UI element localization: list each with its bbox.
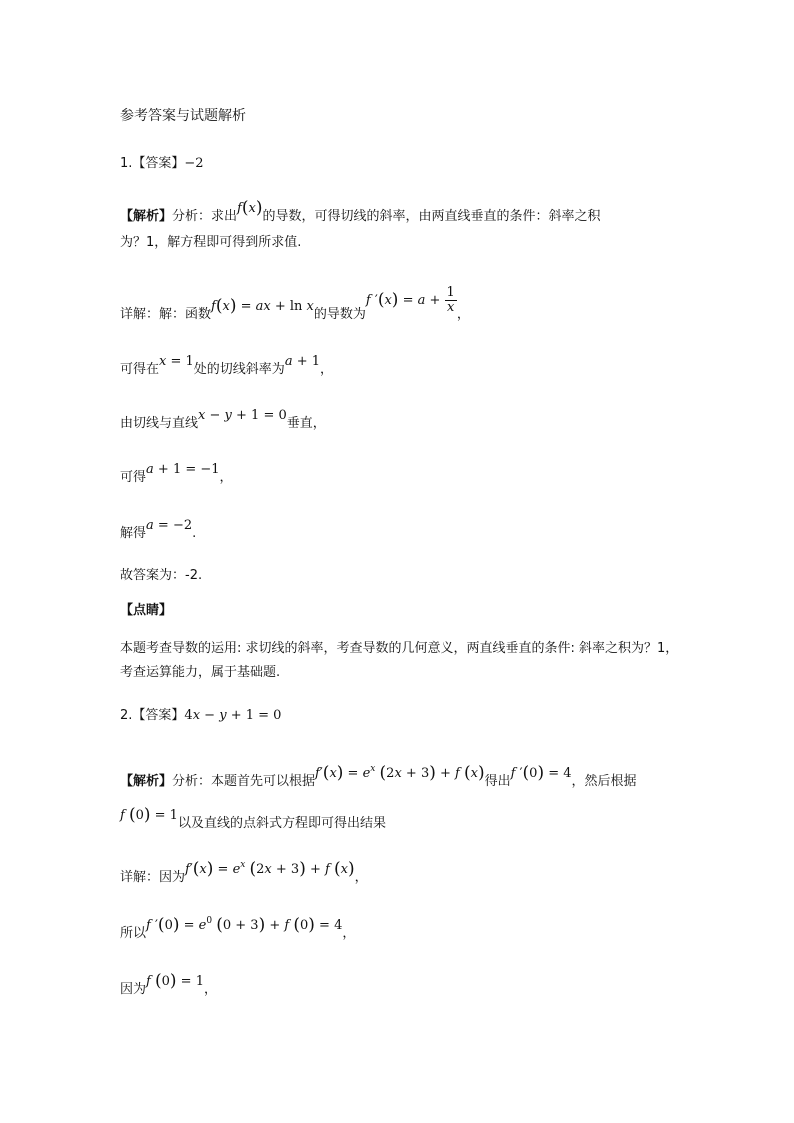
- q2-analysis-line2: [120, 805, 386, 834]
- formula-a-plus-1-eq: a + 1 = −1: [146, 462, 220, 477]
- q1-answer-label: 1.【答案】: [120, 156, 185, 171]
- formula-q2-so: f $'(0) = e^0$ (0 + 3) + f (0) = 4: [146, 915, 343, 935]
- q1-slope-b: 处的切线斜率为: [193, 362, 285, 377]
- formula-line: x − y + 1 = 0: [198, 408, 287, 423]
- page-title: 参考答案与试题解析: [120, 108, 246, 124]
- q1-perp-a: 由切线与直线: [120, 416, 199, 431]
- q1-analysis-line1: [120, 198, 601, 227]
- q2-answer-label: 2.【答案】: [120, 708, 185, 723]
- q1-answer: [120, 154, 204, 174]
- q1-slope-a: 可得在: [120, 362, 160, 377]
- q1-solve: [120, 518, 197, 544]
- q1-solve-a: 解得: [120, 526, 147, 541]
- q1-eq-a: 可得: [120, 470, 147, 485]
- formula-q2-derivative: $f'(x) = e^x$ (2x + 3) + f (x): [315, 763, 485, 783]
- q1-analysis-line2: 为？1，解方程即可得到所求值.: [120, 235, 302, 250]
- formula-x-eq-1: x = 1: [159, 354, 194, 369]
- q1-perp-b: 垂直，: [286, 416, 326, 431]
- q2-detail-b: ，: [354, 870, 368, 885]
- q2-analysis-b: 得出: [484, 774, 511, 789]
- q2-analysis-a: 分析：本题首先可以根据: [172, 774, 316, 789]
- q2-so-a: 所以: [120, 926, 147, 941]
- q2-analysis-c: ，然后根据: [571, 774, 637, 789]
- q2-because-a: 因为: [120, 982, 147, 997]
- formula-q2-answer: 4x − y + 1 = 0: [184, 708, 282, 723]
- q1-analysis-text-b: 的导数，可得切线的斜率，由两直线垂直的条件：斜率之积: [262, 209, 601, 224]
- q2-answer: [120, 706, 281, 726]
- q1-final: 故答案为：-2.: [120, 568, 203, 583]
- formula-derivative: f ′(x) = a + $\frac{1}{x}$: [365, 285, 455, 315]
- formula-fx: f(x): [237, 198, 263, 218]
- q2-analysis-d: 以及直线的点斜式方程即可得出结果: [177, 816, 386, 831]
- formula-a-plus-1: a + 1: [284, 354, 321, 369]
- formula-f-prime-0: f ′(0) = 4: [510, 763, 572, 783]
- q2-because: [120, 971, 217, 1000]
- q1-comment-text: 本题考查导数的运用: 求切线的斜率，考查导数的几何意义，两直线垂直的条件: 斜率之积为？1，考查运算能力，属于基础题.: [120, 641, 679, 680]
- formula-function-def: f(x) = ax + ln x: [211, 296, 314, 316]
- q1-solve-b: .: [192, 526, 197, 541]
- q1-slope-c: ，: [320, 362, 334, 377]
- q1-slope: [120, 354, 334, 380]
- q1-detail-mid: 的导数为: [313, 307, 366, 322]
- q1-eq-b: ，: [219, 470, 233, 485]
- q1-answer-value: −2: [184, 156, 204, 171]
- formula-f-0: f (0) = 1: [120, 805, 178, 825]
- q1-analysis-label: 【解析】: [120, 209, 173, 224]
- formula-a-eq: a = −2: [146, 518, 193, 533]
- q1-equation: [120, 462, 233, 488]
- q1-detail-prefix: 详解：解：函数: [120, 307, 212, 322]
- q2-so-b: ，: [342, 926, 356, 941]
- q1-comment-label: 【点睛】: [120, 603, 173, 618]
- q1-analysis-text-a: 分析：求出: [172, 209, 238, 224]
- formula-q2-detail: $f'(x) = e^x$ (2x + 3) + f (x): [185, 859, 355, 879]
- formula-q2-f0: f (0) = 1: [146, 971, 204, 991]
- q2-because-b: ，: [203, 982, 217, 997]
- q2-detail-a: 详解：因为: [120, 870, 186, 885]
- q2-detail: [120, 859, 368, 889]
- q1-perpendicular: [120, 408, 326, 434]
- q1-detail-end: ，: [456, 307, 470, 322]
- q2-so: [120, 915, 356, 945]
- q2-analysis-line1: [120, 763, 637, 793]
- q1-detail: [120, 285, 470, 329]
- q2-analysis-label: 【解析】: [120, 774, 173, 789]
